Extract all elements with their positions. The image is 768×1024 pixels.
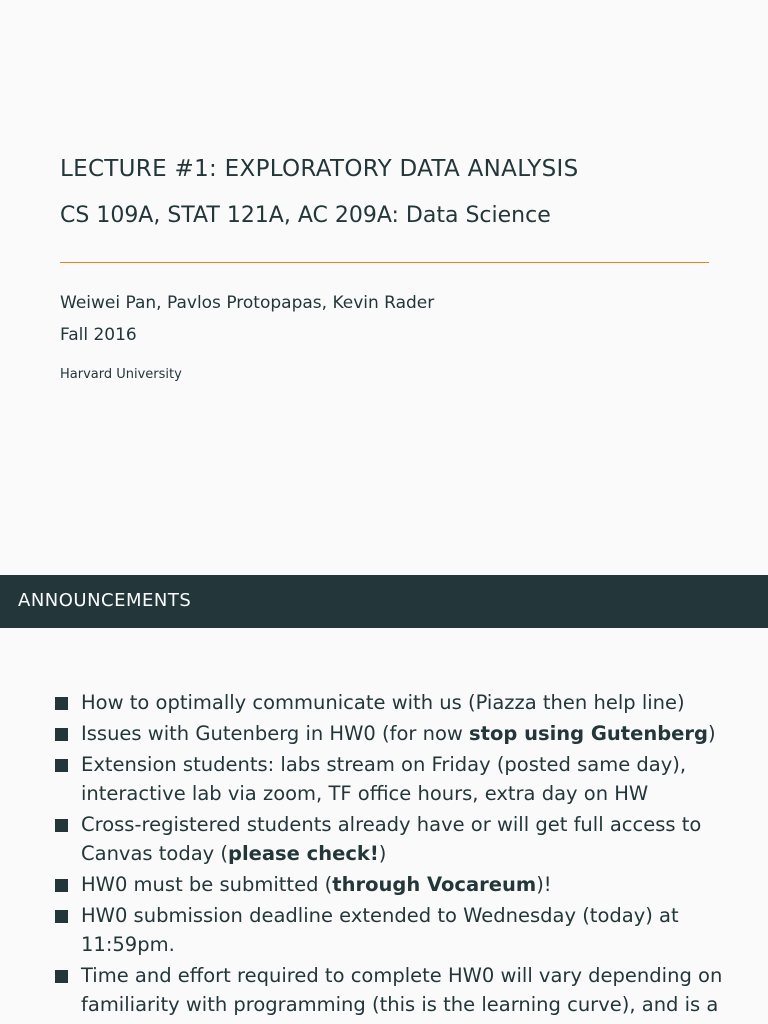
title-divider bbox=[60, 262, 709, 263]
square-bullet-icon bbox=[55, 819, 68, 832]
item-text-post: ) bbox=[378, 842, 387, 865]
frame-header bbox=[0, 575, 768, 628]
list-item bbox=[0, 750, 768, 808]
institute: Harvard University bbox=[60, 367, 182, 382]
list-item bbox=[0, 810, 768, 868]
frame-title: ANNOUNCEMENTS bbox=[18, 590, 192, 611]
item-text-pre: HW0 must be submitted ( bbox=[81, 873, 333, 896]
item-text-bold: please check! bbox=[228, 842, 379, 865]
authors: Weiwei Pan, Pavlos Protopapas, Kevin Rader bbox=[60, 293, 435, 313]
square-bullet-icon bbox=[55, 970, 68, 983]
announcement-list bbox=[0, 688, 768, 1021]
list-item bbox=[0, 688, 768, 717]
lecture-title: LECTURE #1: EXPLORATORY DATA ANALYSIS bbox=[60, 156, 579, 182]
square-bullet-icon bbox=[55, 910, 68, 923]
item-text: Extension students: labs stream on Friday (posted same day), interactive lab via zoom, TF office hours, extra day on HW bbox=[81, 753, 687, 805]
item-text: How to optimally communicate with us (Piazza then help line) bbox=[81, 691, 685, 714]
course-subtitle: CS 109A, STAT 121A, AC 209A: Data Science bbox=[60, 203, 551, 228]
item-text-bold: stop using Gutenberg bbox=[469, 722, 708, 745]
item-text-pre: Issues with Gutenberg in HW0 (for now bbox=[81, 722, 470, 745]
date: Fall 2016 bbox=[60, 325, 137, 345]
list-item bbox=[0, 719, 768, 748]
item-text-bold: through Vocareum bbox=[332, 873, 537, 896]
square-bullet-icon bbox=[55, 697, 68, 710]
square-bullet-icon bbox=[55, 759, 68, 772]
item-text-pre: Cross-registered students already have or will get full access to Canvas today ( bbox=[81, 813, 702, 865]
item-text: HW0 submission deadline extended to Wednesday (today) at 11:59pm. bbox=[81, 904, 679, 956]
square-bullet-icon bbox=[55, 879, 68, 892]
square-bullet-icon bbox=[55, 728, 68, 741]
item-text-post: )! bbox=[536, 873, 552, 896]
item-text: Time and effort required to complete HW0 will vary depending on familiarity with programming (this is the learning curve), and is a bbox=[81, 964, 723, 1016]
list-item bbox=[0, 870, 768, 899]
item-text-post: ) bbox=[707, 722, 716, 745]
list-item bbox=[0, 961, 768, 1019]
list-item bbox=[0, 901, 768, 959]
